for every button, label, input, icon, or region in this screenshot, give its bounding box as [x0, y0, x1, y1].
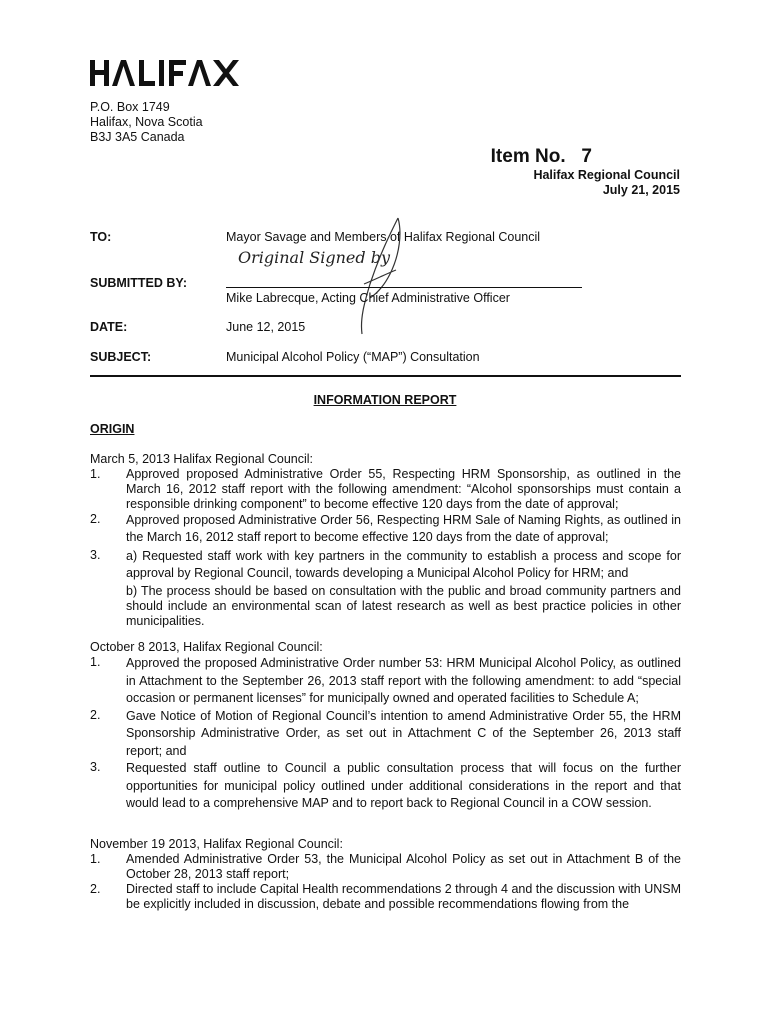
list-item: [90, 882, 681, 912]
item-text: b) The process should be based on consultation with the public and broad community partners and should include an environmental scan of latest research as well as best practice policies in other municipalities.: [126, 584, 681, 628]
item-number: 1.: [90, 467, 101, 481]
origin-heading: ORIGIN: [90, 422, 135, 436]
date-value: June 12, 2015: [226, 320, 306, 334]
list-item: [90, 852, 681, 882]
item-number: 1.: [90, 852, 101, 866]
signature-line: [226, 287, 582, 288]
header-divider: [90, 375, 681, 377]
list-item: [90, 512, 681, 546]
subject-value: Municipal Alcohol Policy (“MAP”) Consultation: [226, 350, 480, 364]
section-intro: October 8 2013, Halifax Regional Council:: [90, 640, 323, 654]
council-name: Halifax Regional Council: [533, 168, 680, 182]
list-item: [90, 467, 681, 512]
origin-section-november-2013: [90, 837, 681, 912]
address-line: Halifax, Nova Scotia: [90, 115, 203, 129]
list-item: [90, 584, 681, 629]
handwritten-signature: [340, 214, 410, 344]
item-number: 3.: [90, 760, 101, 774]
origin-section-october-2013: [90, 640, 681, 813]
to-label: TO:: [90, 230, 112, 244]
council-block: [533, 168, 680, 198]
section-intro: November 19 2013, Halifax Regional Council:: [90, 837, 343, 851]
address-line: B3J 3A5 Canada: [90, 130, 185, 144]
signature-text: Original Signed by: [238, 248, 390, 267]
item-number: 3.: [90, 548, 101, 562]
list-item: [90, 655, 681, 708]
submitted-by-label: SUBMITTED BY:: [90, 276, 187, 290]
item-text: Requested staff outline to Council a public consultation process that will focus on the further opportunities for municipal policy outlined under additional considerations in the report and that would lead to a comprehensive MAP and to report back to Regional Council in a COW session.: [126, 761, 681, 810]
list-item: [90, 708, 681, 761]
item-number: 2.: [90, 707, 101, 722]
item-number: 2.: [90, 882, 101, 896]
item-text: Approved proposed Administrative Order 55, Respecting HRM Sponsorship, as outlined in the March 16, 2012 staff report with the following amendment: “Alcohol sponsorships must contain a responsible drinking component” to become effective 120 days from the date of approval;: [126, 467, 681, 511]
item-text: Directed staff to include Capital Health recommendations 2 through 4 and the discussion with UNSM be explicitly included in discussion, debate and possible recommendations flowing from the: [126, 882, 681, 911]
mailing-address: [90, 100, 203, 145]
to-value: Mayor Savage and Members of Halifax Regional Council: [226, 230, 541, 244]
halifax-logo: [90, 58, 240, 88]
item-text: Amended Administrative Order 53, the Municipal Alcohol Policy as set out in Attachment B of the October 28, 2013 staff report;: [126, 852, 681, 881]
item-text: Approved proposed Administrative Order 56, Respecting HRM Sale of Naming Rights, as outlined in the March 16, 2012 staff report to become effective 120 days from the date of approval;: [126, 513, 681, 544]
address-line: P.O. Box 1749: [90, 100, 170, 114]
item-text: Approved the proposed Administrative Order number 53: HRM Municipal Alcohol Policy, as outlined in Attachment to the September 26, 2013 staff report with the following amendment: to add “special occasion or permanent licenses” for municipally owned and operated facilities to Schedule A;: [126, 656, 681, 705]
item-number: 2.: [90, 512, 101, 526]
item-number: 1.: [90, 655, 101, 669]
subject-label: SUBJECT:: [90, 350, 152, 364]
council-date: July 21, 2015: [602, 183, 680, 197]
item-text: Gave Notice of Motion of Regional Council’s intention to amend Administrative Order 55, the HRM Sponsorship Administrative Order, as set out in Attachment C of the September 26, 2013 staff report; and: [126, 708, 681, 758]
list-item: [90, 760, 681, 813]
date-label: DATE:: [90, 320, 128, 334]
section-intro: March 5, 2013 Halifax Regional Council:: [90, 452, 314, 466]
origin-section-march-2013: [90, 452, 681, 629]
report-title: INFORMATION REPORT: [313, 393, 457, 407]
list-item: [90, 548, 681, 582]
item-number: Item No. 7: [490, 146, 592, 167]
item-text: a) Requested staff work with key partners in the community to establish a process and scope for approval by Regional Council, towards developing a Municipal Alcohol Policy for HRM; and: [126, 549, 681, 580]
submitted-by-value: Mike Labrecque, Acting Chief Administrative Officer: [226, 291, 510, 305]
